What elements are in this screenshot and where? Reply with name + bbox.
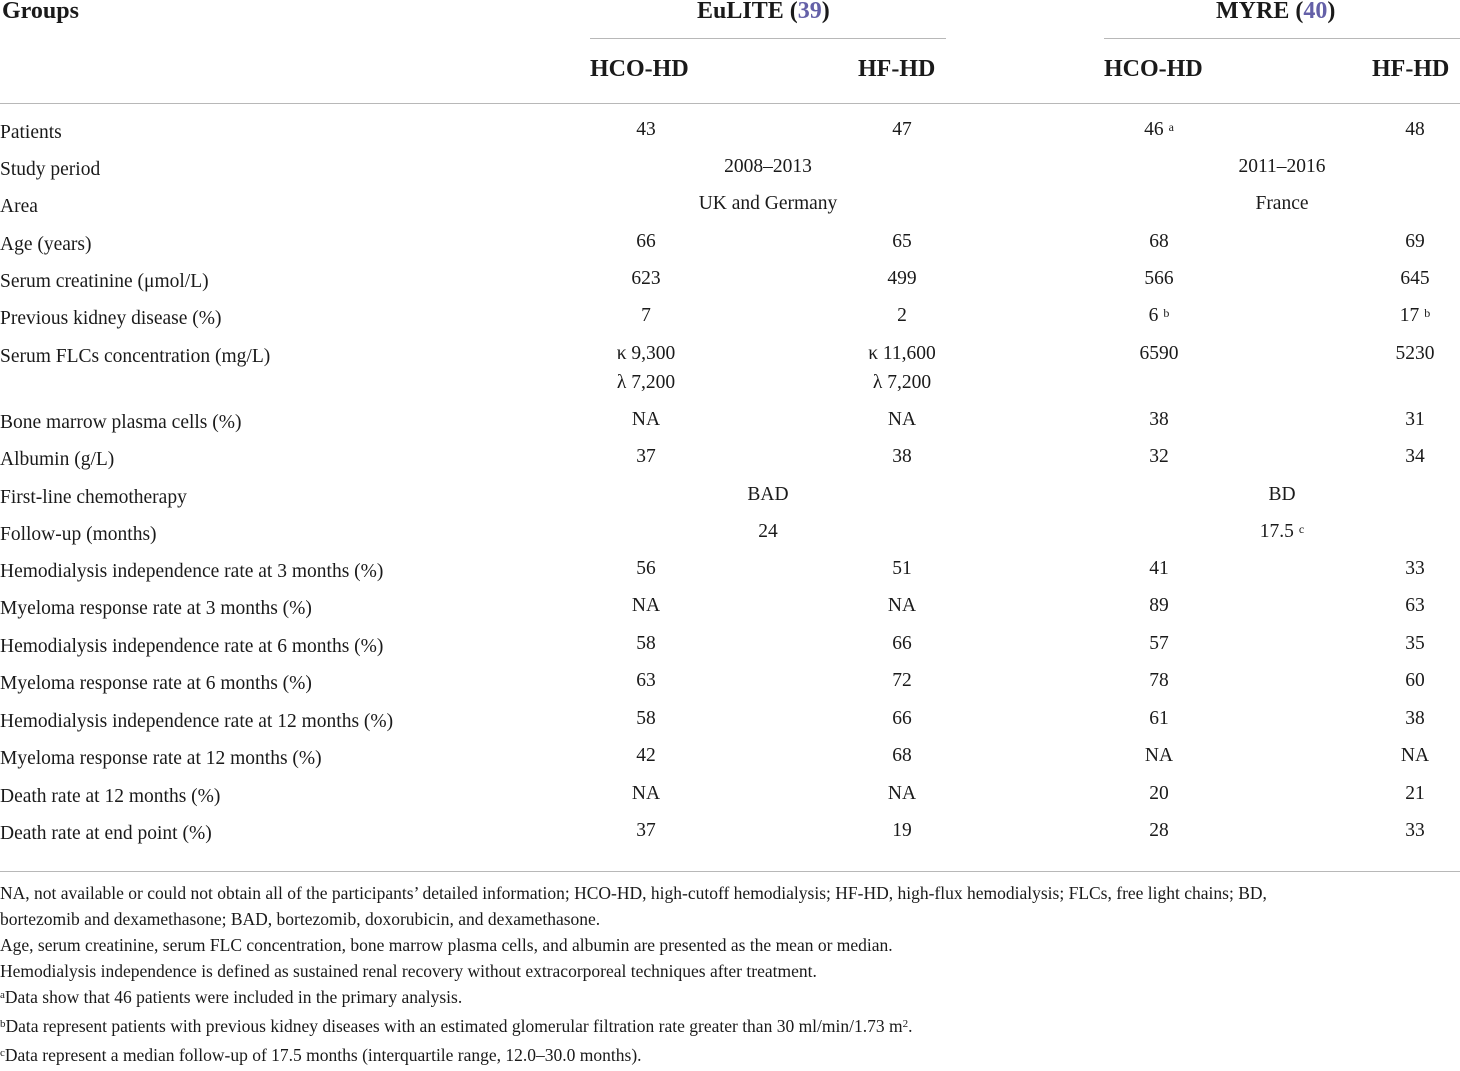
table-cell-value — [1405, 115, 1425, 144]
table-cell — [1149, 301, 1170, 332]
table-cell — [1145, 741, 1173, 770]
table-cell-value — [636, 227, 656, 256]
table-cell — [636, 554, 656, 583]
row-label: Serum creatinine (μmol/L) — [0, 271, 209, 292]
table-cell — [1405, 442, 1425, 471]
table-cell-value — [1144, 264, 1173, 293]
table-cell-value — [1145, 741, 1173, 770]
table-cell-value — [632, 405, 660, 434]
table-cell — [636, 666, 656, 695]
table-cell — [1149, 666, 1169, 695]
table-cell-text: κ 9,300 — [616, 343, 676, 364]
table-cell — [897, 301, 907, 330]
footnotes — [0, 880, 1460, 1071]
table-cell-text: 47 — [892, 119, 912, 140]
eulite-ref-link[interactable]: 39 — [797, 0, 822, 24]
row-label: Death rate at end point (%) — [0, 823, 212, 844]
table-cell — [1144, 264, 1173, 293]
row-label: Patients — [0, 122, 62, 143]
footnote-b-mark: b — [0, 1018, 6, 1030]
row-label: Myeloma response rate at 12 months (%) — [0, 748, 322, 769]
table-cell-text: 6 — [1148, 305, 1159, 326]
footnote-c-mark: c — [0, 1047, 5, 1059]
col-eulite-hco-hd: HCO-HD — [590, 56, 689, 82]
table-cell-text: 37 — [636, 446, 656, 467]
row-label: Hemodialysis independence rate at 12 months (%) — [0, 711, 394, 732]
eulite-ref-open: ( — [789, 0, 798, 24]
table-cell — [632, 405, 660, 434]
table-cell-value — [892, 704, 912, 733]
table-cell-value — [1400, 301, 1431, 332]
footnote-a — [0, 984, 1460, 1013]
table-cell-spanning — [724, 152, 812, 181]
row-label: Study period — [0, 159, 101, 180]
table-cell-text: 60 — [1405, 670, 1425, 691]
table-cell-value — [631, 264, 660, 293]
table-cell-value — [1149, 442, 1169, 471]
table-cell — [636, 816, 656, 845]
table-cell-text: 28 — [1149, 820, 1169, 841]
table-cell — [1149, 704, 1169, 733]
table-cell — [888, 405, 916, 434]
table-cell-text: 34 — [1405, 446, 1425, 467]
table-cell — [636, 227, 656, 256]
table-cell-text: 33 — [1405, 558, 1425, 579]
table-cell-spanning-text: 17.5 — [1259, 521, 1294, 542]
table-cell-value — [1396, 339, 1435, 368]
table-cell-value — [1149, 554, 1169, 583]
table-cell-text: 38 — [1405, 708, 1425, 729]
table-cell-value — [887, 264, 916, 293]
table-cell-value — [888, 591, 916, 620]
table-cell-value — [617, 339, 676, 368]
table-cell — [1149, 779, 1169, 808]
table-cell — [1149, 442, 1169, 471]
header-rule — [0, 103, 1460, 104]
footnote-c — [0, 1042, 1460, 1071]
table-cell-text: NA — [631, 783, 661, 804]
table-bottom-rule — [0, 871, 1460, 872]
table-cell-spanning — [747, 480, 788, 509]
table-cell-text: 37 — [636, 820, 656, 841]
table-cell-value — [636, 442, 656, 471]
table-cell-value — [636, 816, 656, 845]
table-cell — [1149, 591, 1169, 620]
table-cell-spanning-value — [1255, 189, 1308, 218]
table-cell-spanning-text: 2008–2013 — [724, 156, 812, 177]
myre-ref-link[interactable]: 40 — [1303, 0, 1328, 24]
table-cell-value — [1149, 301, 1170, 332]
table-cell-text: 63 — [636, 670, 656, 691]
table-cell-text: 69 — [1405, 231, 1425, 252]
table-cell — [1405, 704, 1425, 733]
table-cell-value — [1405, 816, 1425, 845]
footnote-definition: Hemodialysis independence is defined as sustained renal recovery without extracorporeal techniques after treatment. — [0, 961, 817, 981]
eulite-underline — [590, 38, 946, 39]
table-cell — [892, 741, 912, 770]
table-cell — [632, 779, 660, 808]
table-cell-text: 57 — [1149, 633, 1169, 654]
row-label: Previous kidney disease (%) — [0, 308, 222, 329]
table-cell-text: 7 — [641, 305, 651, 326]
table-cell — [1149, 554, 1169, 583]
footnote-b — [0, 1013, 1460, 1042]
table-cell-spanning — [758, 517, 778, 546]
table-cell-value — [1149, 779, 1169, 808]
table-cell — [868, 339, 936, 397]
footnote-a-text: Data show that 46 patients were included in the primary analysis. — [4, 987, 463, 1007]
myre-study-title — [1216, 0, 1335, 25]
footnote-a-mark: a — [0, 989, 5, 1001]
table-cell-text: κ 11,600 — [868, 343, 936, 364]
footnote-b-end: . — [908, 1016, 913, 1036]
table-cell — [632, 591, 660, 620]
table-cell — [636, 442, 656, 471]
row-label: Myeloma response rate at 3 months (%) — [0, 598, 312, 619]
table-cell-value — [1405, 554, 1425, 583]
table-cell-value — [892, 227, 912, 256]
table-cell-spanning — [1268, 480, 1295, 509]
table-cell-text: 35 — [1405, 633, 1425, 654]
row-label: Area — [0, 196, 38, 217]
table-cell-text: 61 — [1149, 708, 1169, 729]
table-cell — [887, 264, 916, 293]
table-cell — [1405, 666, 1425, 695]
table-cell — [617, 339, 676, 397]
table-cell — [636, 704, 656, 733]
table-cell-text: 65 — [892, 231, 912, 252]
table-cell-value — [892, 629, 912, 658]
table-cell — [636, 741, 656, 770]
table-cell-value — [1405, 442, 1425, 471]
table-cell — [892, 629, 912, 658]
table-cell-value — [1149, 629, 1169, 658]
table-cell-text: NA — [887, 409, 917, 430]
table-cell-spanning-text: BAD — [747, 484, 789, 505]
table-cell-text: 645 — [1400, 268, 1430, 289]
table-cell — [1401, 741, 1429, 770]
table-cell — [641, 301, 651, 330]
myre-name: MYRE — [1216, 0, 1290, 24]
table-cell — [892, 554, 912, 583]
table-cell — [1400, 301, 1431, 332]
table-cell-spanning — [1238, 152, 1325, 181]
table-cell-value — [892, 554, 912, 583]
table-cell-value — [892, 115, 912, 144]
row-label: Hemodialysis independence rate at 3 months (%) — [0, 561, 384, 582]
table-cell-spanning — [1260, 517, 1304, 548]
table-cell — [1149, 816, 1169, 845]
table-cell-value — [632, 779, 660, 808]
table-cell-text: 20 — [1149, 783, 1169, 804]
eulite-name: EuLITE — [697, 0, 784, 24]
table-cell-spanning-footnote-mark: c — [1298, 522, 1305, 536]
table-cell-value — [1405, 591, 1425, 620]
table-cell-footnote-mark: b — [1424, 306, 1431, 320]
footnote-b-exponent: 2 — [902, 1018, 909, 1030]
footnote-b-text: Data represent patients with previous kidney diseases with an estimated glomerular filtration rate greater than 30 ml/min/1.73 m — [5, 1016, 903, 1036]
eulite-ref-close: ) — [821, 0, 830, 24]
table-cell-value — [636, 554, 656, 583]
table-cell — [892, 816, 912, 845]
footnote-abbreviations-2: bortezomib and dexamethasone; BAD, bortezomib, doxorubicin, and dexamethasone. — [0, 909, 601, 929]
table-cell-text: 43 — [636, 119, 656, 140]
row-label: Follow-up (months) — [0, 524, 157, 545]
table-cell-value — [892, 741, 912, 770]
table-cell-value — [1149, 405, 1169, 434]
table-cell-spanning — [699, 189, 838, 218]
table-cell-value — [1144, 115, 1174, 146]
table-cell-text: 21 — [1405, 783, 1425, 804]
table-cell-footnote-mark: b — [1163, 306, 1170, 320]
table-cell-text: 66 — [892, 708, 912, 729]
table-cell — [636, 115, 656, 144]
table-cell-text: 46 — [1144, 119, 1164, 140]
table-cell-spanning-value — [1238, 152, 1325, 181]
table-cell — [892, 442, 912, 471]
table-cell — [636, 629, 656, 658]
table-cell — [1396, 339, 1435, 368]
table-cell-value — [868, 339, 936, 368]
myre-ref-open: ( — [1295, 0, 1304, 24]
table-cell-value — [1405, 405, 1425, 434]
table-cell-text: 89 — [1149, 595, 1169, 616]
table-cell — [1140, 339, 1179, 368]
table-cell — [1405, 779, 1425, 808]
table-cell — [892, 666, 912, 695]
table-cell-value — [636, 666, 656, 695]
table-cell-value — [888, 779, 916, 808]
table-cell — [1400, 264, 1429, 293]
table-cell-value — [888, 405, 916, 434]
table-cell-text: 63 — [1405, 595, 1425, 616]
table-cell-text: 68 — [892, 745, 912, 766]
table-cell-text: NA — [631, 595, 661, 616]
footnote-presentation: Age, serum creatinine, serum FLC concentration, bone marrow plasma cells, and albumin are presented as the mean or median. — [0, 935, 893, 955]
table-cell-spanning-value — [747, 480, 788, 509]
row-label: Bone marrow plasma cells (%) — [0, 412, 242, 433]
table-cell-value — [1405, 666, 1425, 695]
table-cell-spanning-text: 2011–2016 — [1238, 156, 1326, 177]
table-cell-value — [1140, 339, 1179, 368]
table-cell-value — [1405, 779, 1425, 808]
table-cell-value — [632, 591, 660, 620]
table-cell — [892, 115, 912, 144]
table-cell-text: 5230 — [1395, 343, 1435, 364]
row-label: Age (years) — [0, 234, 92, 255]
table-cell-text: 623 — [631, 268, 661, 289]
table-cell-value — [1149, 704, 1169, 733]
table-cell-value — [1149, 666, 1169, 695]
table-cell-value-2: λ 7,200 — [872, 372, 932, 393]
table-cell-text: 38 — [1149, 409, 1169, 430]
table-cell — [1149, 629, 1169, 658]
table-cell-value-2: λ 7,200 — [616, 372, 676, 393]
row-label: Serum FLCs concentration (mg/L) — [0, 346, 271, 367]
footnote-c-text: Data represent a median follow-up of 17.5 months (interquartile range, 12.0–30.0 months). — [4, 1045, 642, 1065]
table-cell-spanning-value — [1260, 517, 1304, 548]
table-cell — [1149, 227, 1169, 256]
table-cell-text: NA — [631, 409, 661, 430]
table-cell-text: 78 — [1149, 670, 1169, 691]
table-cell-text: 6590 — [1139, 343, 1179, 364]
table-cell-text: NA — [887, 783, 917, 804]
table-cell-text: 33 — [1405, 820, 1425, 841]
table-cell-text: NA — [887, 595, 917, 616]
table-cell-spanning-value — [724, 152, 812, 181]
table-cell — [888, 591, 916, 620]
table-cell — [888, 779, 916, 808]
table-cell-value — [1401, 741, 1429, 770]
eulite-study-title — [697, 0, 830, 25]
row-label: Myeloma response rate at 6 months (%) — [0, 673, 312, 694]
table-cell-value — [1149, 816, 1169, 845]
table-cell-text: 72 — [892, 670, 912, 691]
table-cell-text: 58 — [636, 708, 656, 729]
table-cell — [1405, 554, 1425, 583]
table-cell — [892, 704, 912, 733]
table-cell-text: 58 — [636, 633, 656, 654]
col-myre-hco-hd: HCO-HD — [1104, 56, 1203, 82]
table-cell-text: 38 — [892, 446, 912, 467]
table-cell-text: 19 — [892, 820, 912, 841]
table-cell-value — [892, 442, 912, 471]
table-cell-spanning-text: BD — [1268, 484, 1296, 505]
table-cell-value — [636, 115, 656, 144]
table-cell-text: 66 — [892, 633, 912, 654]
row-label: Hemodialysis independence rate at 6 months (%) — [0, 636, 384, 657]
footnote-abbreviations-1: NA, not available or could not obtain all of the participants’ detailed information; HCO-HD, high-cutoff hemodialysis; HF-HD, high-flux hemodialysis; FLCs, free light chains; BD, — [0, 883, 1267, 903]
table-cell-text: 68 — [1149, 231, 1169, 252]
table-cell-value — [1400, 264, 1429, 293]
table-cell-text: 17 — [1399, 305, 1420, 326]
table-cell-value — [636, 741, 656, 770]
table-cell-value — [636, 629, 656, 658]
table-cell-value — [1149, 591, 1169, 620]
table-cell-text: 51 — [892, 558, 912, 579]
table-cell — [631, 264, 660, 293]
table-cell — [1405, 115, 1425, 144]
table-cell-spanning-text: France — [1255, 193, 1309, 214]
table-cell-text: 566 — [1144, 268, 1174, 289]
table-cell — [1405, 816, 1425, 845]
table-cell — [1405, 227, 1425, 256]
table-cell-text: 56 — [636, 558, 656, 579]
table-cell-value — [897, 301, 907, 330]
table-cell-text: 48 — [1405, 119, 1425, 140]
table-cell-text: 66 — [636, 231, 656, 252]
table-cell — [1144, 115, 1174, 146]
table-cell-text: NA — [1144, 745, 1174, 766]
table-cell-spanning-value — [699, 189, 838, 218]
myre-ref-close: ) — [1327, 0, 1336, 24]
groups-header: Groups — [2, 0, 79, 24]
table-cell — [1405, 405, 1425, 434]
table-cell — [1405, 629, 1425, 658]
table-cell-spanning-value — [1268, 480, 1295, 509]
table-cell-text: 499 — [887, 268, 917, 289]
table-cell-spanning-value — [758, 517, 778, 546]
table-cell-text: 41 — [1149, 558, 1169, 579]
table-cell-text: 2 — [897, 305, 907, 326]
row-label: First-line chemotherapy — [0, 487, 187, 508]
table-cell-spanning — [1255, 189, 1308, 218]
table-cell-text: 31 — [1405, 409, 1425, 430]
table-cell-value — [1149, 227, 1169, 256]
table-cell-value — [1405, 629, 1425, 658]
table-cell-value — [1405, 704, 1425, 733]
table-cell-text: 32 — [1149, 446, 1169, 467]
col-myre-hf-hd: HF-HD — [1372, 56, 1450, 82]
table-cell-value — [892, 666, 912, 695]
table-cell-footnote-mark: a — [1168, 120, 1174, 134]
row-label: Death rate at 12 months (%) — [0, 786, 221, 807]
row-label: Albumin (g/L) — [0, 449, 115, 470]
table-cell — [892, 227, 912, 256]
table-cell-text: 42 — [636, 745, 656, 766]
col-eulite-hf-hd: HF-HD — [858, 56, 936, 82]
table-cell-value — [641, 301, 651, 330]
table-cell — [1405, 591, 1425, 620]
table-cell-value — [1405, 227, 1425, 256]
table-cell-value — [636, 704, 656, 733]
table-cell — [1149, 405, 1169, 434]
table-cell-text: NA — [1400, 745, 1430, 766]
myre-underline — [1104, 38, 1460, 39]
table-cell-spanning-text: 24 — [758, 521, 778, 542]
table-cell-value — [892, 816, 912, 845]
table-cell-spanning-text: UK and Germany — [698, 193, 838, 214]
